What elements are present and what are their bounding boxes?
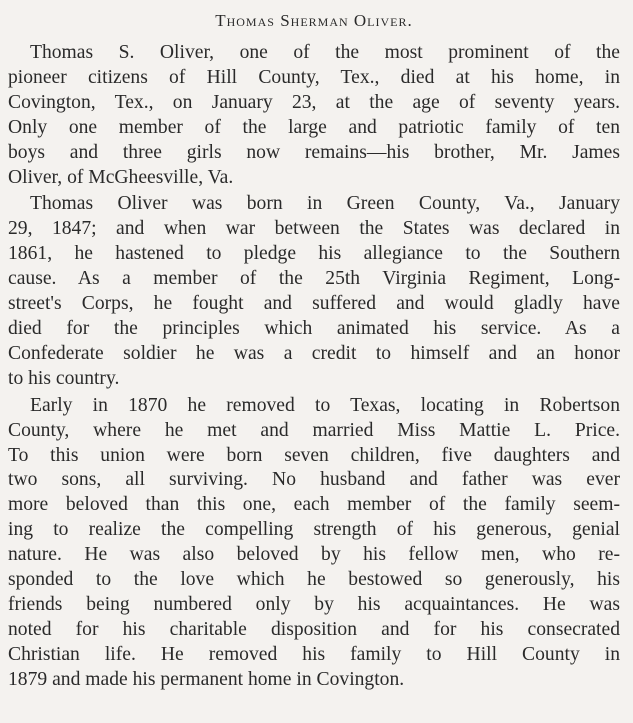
text-line: street's Corps, he fought and suffered and would gladly have	[8, 293, 620, 315]
text-line: to his country.	[8, 367, 120, 389]
text-line: ing to realize the compelling strength of his generous, genial	[8, 519, 620, 541]
document-page	[8, 0, 620, 693]
text-line: pioneer citizens of Hill County, Tex., died at his home, in	[8, 66, 620, 88]
text-line: County, where he met and married Miss Mattie L. Price.	[8, 419, 620, 441]
text-line: Covington, Tex., on January 23, at the age of seventy years.	[8, 91, 620, 113]
text-line: Oliver, of McGheesville, Va.	[8, 166, 234, 188]
text-line: more beloved than this one, each member of the family seem-	[8, 494, 620, 516]
text-line: Thomas S. Oliver, one of the most prominent of the	[30, 42, 620, 63]
text-line: Confederate soldier he was a credit to himself and an honor	[8, 342, 620, 364]
text-line: Only one member of the large and patriotic family of ten	[8, 116, 620, 138]
text-line: sponded to the love which he bestowed so generously, his	[8, 569, 620, 591]
text-line: Early in 1870 he removed to Texas, locating in Robertson	[30, 394, 620, 416]
paragraph-3	[8, 394, 620, 693]
text-line: boys and three girls now remains—his brother, Mr. James	[8, 141, 620, 163]
text-line: To this union were born seven children, five daughters and	[8, 444, 620, 466]
text-line: cause. As a member of the 25th Virginia Regiment, Long-	[8, 268, 620, 290]
text-line: 29, 1847; and when war between the States was declared in	[8, 218, 620, 240]
page-title: Thomas Sherman Oliver.	[215, 11, 413, 30]
text-line: 1879 and made his permanent home in Covington.	[8, 668, 405, 690]
text-line: friends being numbered only by his acquaintances. He was	[8, 593, 620, 615]
paragraph-2	[8, 192, 620, 391]
text-line: nature. He was also beloved by his fellow men, who re-	[8, 544, 620, 566]
text-line: Christian life. He removed his family to Hill County in	[8, 643, 620, 665]
text-line: 1861, he hastened to pledge his allegiance to the Southern	[8, 243, 620, 265]
text-line: two sons, all surviving. No husband and father was ever	[8, 469, 620, 491]
paragraph-1	[8, 41, 620, 190]
text-line: died for the principles which animated his service. As a	[8, 317, 620, 339]
text-line: noted for his charitable disposition and for his consecrated	[8, 618, 620, 640]
text-line: Thomas Oliver was born in Green County, Va., January	[30, 193, 620, 215]
